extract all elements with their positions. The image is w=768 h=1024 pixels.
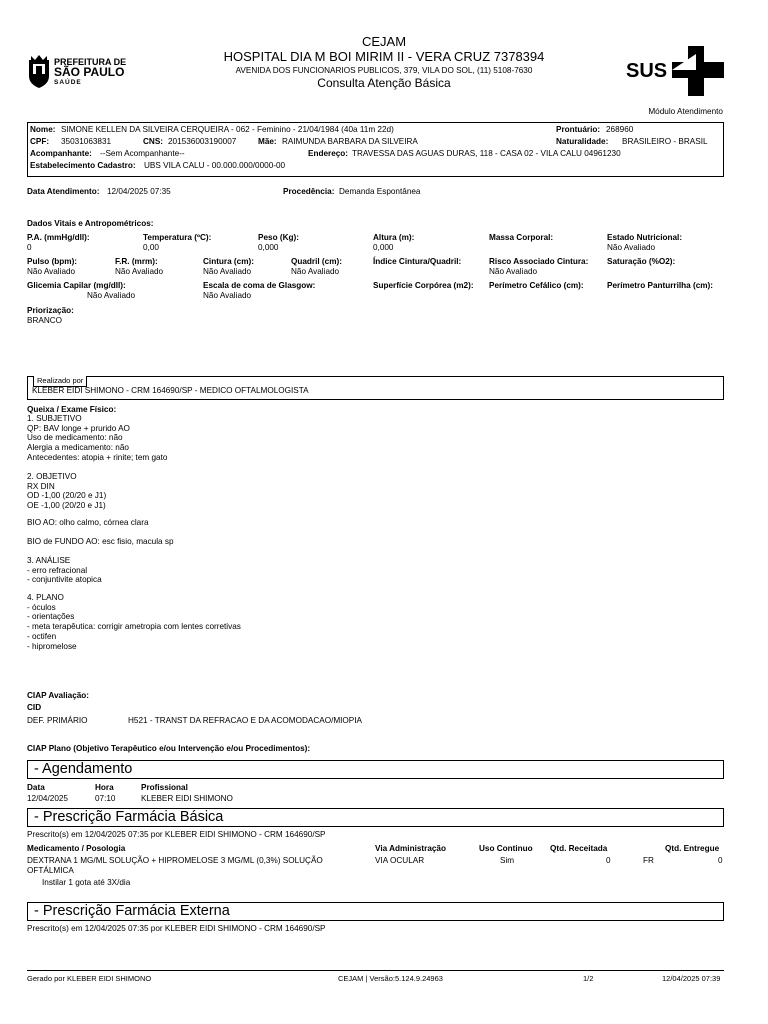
glasgow-value: Não Avaliado — [203, 291, 252, 300]
cintura-label: Cintura (cm): — [203, 257, 254, 266]
pulso-value: Não Avaliado — [27, 267, 76, 276]
risco-value: Não Avaliado — [489, 267, 538, 276]
endereco-label: Endereço: — [308, 149, 349, 158]
medicamento-via: VIA OCULAR — [375, 856, 425, 865]
medicamento-entregue: 0 — [718, 856, 723, 865]
cefalico-label: Perímetro Cefálico (cm): — [489, 281, 584, 290]
endereco-value: TRAVESSA DAS AGUAS DURAS, 118 - CASA 02 - VILA CALU 04961230 — [352, 149, 621, 158]
queixa-analise: 3. ANÁLISE - erro refracional - conjuntivite atopica — [27, 556, 102, 585]
pulso-label: Pulso (bpm): — [27, 257, 78, 266]
indice-label: Índice Cintura/Quadril: — [373, 257, 462, 266]
prefeitura-line2: SÃO PAULO — [54, 65, 125, 79]
footer-timestamp: 12/04/2025 07:39 — [662, 974, 721, 983]
agend-col-prof: Profissional — [141, 783, 188, 792]
def-primario-label: DEF. PRIMÁRIO — [27, 716, 88, 725]
sus-text: SUS — [626, 60, 668, 82]
hospital-address: AVENIDA DOS FUNCIONARIOS PUBLICOS, 379, VILA DO SOL, (11) 5108-7630 — [235, 66, 533, 75]
footer-divider — [27, 970, 724, 971]
queixa-plano: 4. PLANO - óculos - orientações - meta terapêutica: corrigir ametropia com lentes corretivas - octifen - hipromelose — [27, 593, 241, 651]
ciap-plano-label: CIAP Plano (Objetivo Terapêutico e/ou Intervenção e/ou Procedimentos): — [27, 744, 311, 753]
cross-icon — [672, 46, 724, 96]
realizado-value: KLEBER EIDI SHIMONO - CRM 164690/SP - MEDICO OFTALMOLOGISTA — [32, 386, 309, 395]
naturalidade-label: Naturalidade: — [556, 137, 609, 146]
procedencia-label: Procedência: — [283, 187, 335, 196]
footer-page: 1/2 — [583, 974, 594, 983]
medicamento-name: DEXTRANA 1 MG/ML SOLUÇÃO + HIPROMELOSE 3 MG/ML (0,3%) SOLUÇÃO OFTÁLMICA — [27, 856, 323, 875]
realizado-label: Realizado por — [33, 376, 87, 387]
col-receitada: Qtd. Receitada — [550, 844, 608, 853]
nome-label: Nome: — [30, 125, 56, 134]
queixa-bio-fundo: BIO de FUNDO AO: esc fisio, macula sp — [27, 537, 174, 546]
nome-value: SIMONE KELLEN DA SILVEIRA CERQUEIRA - 062 - Feminino - 21/04/1984 (40a 11m 22d) — [61, 125, 394, 134]
queixa-bio: BIO AO: olho calmo, córnea clara — [27, 518, 149, 527]
glasgow-label: Escala de coma de Glasgow: — [203, 281, 316, 290]
cpf-label: CPF: — [30, 137, 50, 146]
sus-logo — [626, 46, 726, 96]
farmacia-basica-prescrito: Prescrito(s) em 12/04/2025 07:35 por KLEBER EIDI SHIMONO - CRM 164690/SP — [27, 830, 326, 839]
cintura-value: Não Avaliado — [203, 267, 252, 276]
medicamento-posologia: Instilar 1 gota até 3X/dia — [42, 878, 131, 887]
data-atendimento-value: 12/04/2025 07:35 — [107, 187, 171, 196]
queixa-subjetivo: 1. SUBJETIVO QP: BAV longe + prurido AO Uso de medicamento: não Alergia a medicamento: não Antecedentes: atopia + rinite; tem gato — [27, 414, 168, 462]
procedencia-value: Demanda Espontânea — [339, 187, 421, 196]
footer-versao: CEJAM | Versão:5.124.9.24963 — [338, 974, 443, 983]
farmacia-basica-header: - Prescrição Farmácia Básica — [27, 808, 724, 827]
cpf-value: 35031063831 — [61, 137, 112, 146]
data-atendimento-label: Data Atendimento: — [27, 187, 100, 196]
fr-value: Não Avaliado — [115, 267, 164, 276]
coat-of-arms-icon — [27, 54, 51, 90]
prefeitura-line1: PREFEITURA DE — [54, 57, 127, 67]
prontuario-label: Prontuário: — [556, 125, 601, 134]
cns-value: 201536003190007 — [168, 137, 237, 146]
naturalidade-value: BRASILEIRO - BRASIL — [622, 137, 708, 146]
risco-label: Risco Associado Cintura: — [489, 257, 589, 266]
farmacia-externa-header: - Prescrição Farmácia Externa — [27, 902, 724, 921]
estado-value: Não Avaliado — [607, 243, 656, 252]
col-via: Via Administração — [375, 844, 446, 853]
org-title: CEJAM — [361, 34, 407, 49]
glicemia-value: Não Avaliado — [87, 291, 136, 300]
mae-label: Mãe: — [258, 137, 277, 146]
prefeitura-line3: SAÚDE — [54, 79, 82, 86]
cns-label: CNS: — [143, 137, 164, 146]
mae-value: RAIMUNDA BARBARA DA SILVEIRA — [282, 137, 418, 146]
prior-label: Priorização: — [27, 306, 74, 315]
agend-col-hora: Hora — [95, 783, 114, 792]
farmacia-externa-prescrito: Prescrito(s) em 12/04/2025 07:35 por KLEBER EIDI SHIMONO - CRM 164690/SP — [27, 924, 326, 933]
glicemia-label: Glicemia Capilar (mg/dll): — [27, 281, 126, 290]
superficie-label: Superfície Corpórea (m2): — [373, 281, 474, 290]
agendamento-header: - Agendamento — [27, 760, 724, 779]
massa-label: Massa Corporal: — [489, 233, 554, 242]
peso-label: Peso (Kg): — [258, 233, 299, 242]
vitais-title: Dados Vitais e Antropométricos: — [27, 219, 154, 228]
altura-label: Altura (m): — [373, 233, 415, 242]
col-uso: Uso Continuo — [479, 844, 533, 853]
pa-value: 0 — [27, 243, 32, 252]
fr-label: F.R. (mrm): — [115, 257, 158, 266]
estado-label: Estado Nutricional: — [607, 233, 683, 242]
pa-label: P.A. (mmHg/dll): — [27, 233, 90, 242]
estab-value: UBS VILA CALU - 00.000.000/0000-00 — [144, 161, 286, 170]
estab-label: Estabelecimento Cadastro: — [30, 161, 136, 170]
def-primario-value: H521 - TRANST DA REFRACAO E DA ACOMODACAO/MIOPIA — [128, 716, 363, 725]
temp-label: Temperatura (ºC): — [143, 233, 212, 242]
col-medicamento: Medicamento / Posologia — [27, 844, 126, 853]
consult-type: Consulta Atenção Básica — [317, 76, 451, 90]
prefeitura-logo — [27, 52, 127, 92]
altura-value: 0,000 — [373, 243, 394, 252]
agend-prof: KLEBER EIDI SHIMONO — [141, 794, 233, 803]
cid-label: CID — [27, 703, 42, 712]
medicamento-unidade: FR — [643, 856, 654, 865]
module-label: Módulo Atendimento — [648, 107, 723, 116]
queixa-objetivo: 2. OBJETIVO RX DIN OD -1,00 (20/20 e J1) OE -1,00 (20/20 e J1) — [27, 472, 107, 511]
acompanhante-value: --Sem Acompanhante-- — [100, 149, 185, 158]
saturacao-label: Saturação (%O2): — [607, 257, 676, 266]
peso-value: 0,000 — [258, 243, 279, 252]
footer-gerado: Gerado por KLEBER EIDI SHIMONO — [27, 974, 152, 983]
quadril-label: Quadril (cm): — [291, 257, 342, 266]
panturrilha-label: Perímetro Panturrilha (cm): — [607, 281, 714, 290]
hospital-title: HOSPITAL DIA M BOI MIRIM II - VERA CRUZ 7378394 — [223, 49, 545, 64]
temp-value: 0,00 — [143, 243, 159, 252]
queixa-title: Queixa / Exame Físico: — [27, 405, 117, 414]
medicamento-uso: Sim — [500, 856, 515, 865]
col-entregue: Qtd. Entregue — [665, 844, 720, 853]
agend-col-data: Data — [27, 783, 45, 792]
prior-value: BRANCO — [27, 316, 63, 325]
ciap-avaliacao-label: CIAP Avaliação: — [27, 691, 90, 700]
prontuario-value: 268960 — [606, 125, 634, 134]
agend-data: 12/04/2025 — [27, 794, 68, 803]
quadril-value: Não Avaliado — [291, 267, 340, 276]
medicamento-receitada: 0 — [606, 856, 611, 865]
agend-hora: 07:10 — [95, 794, 116, 803]
acompanhante-label: Acompanhante: — [30, 149, 92, 158]
